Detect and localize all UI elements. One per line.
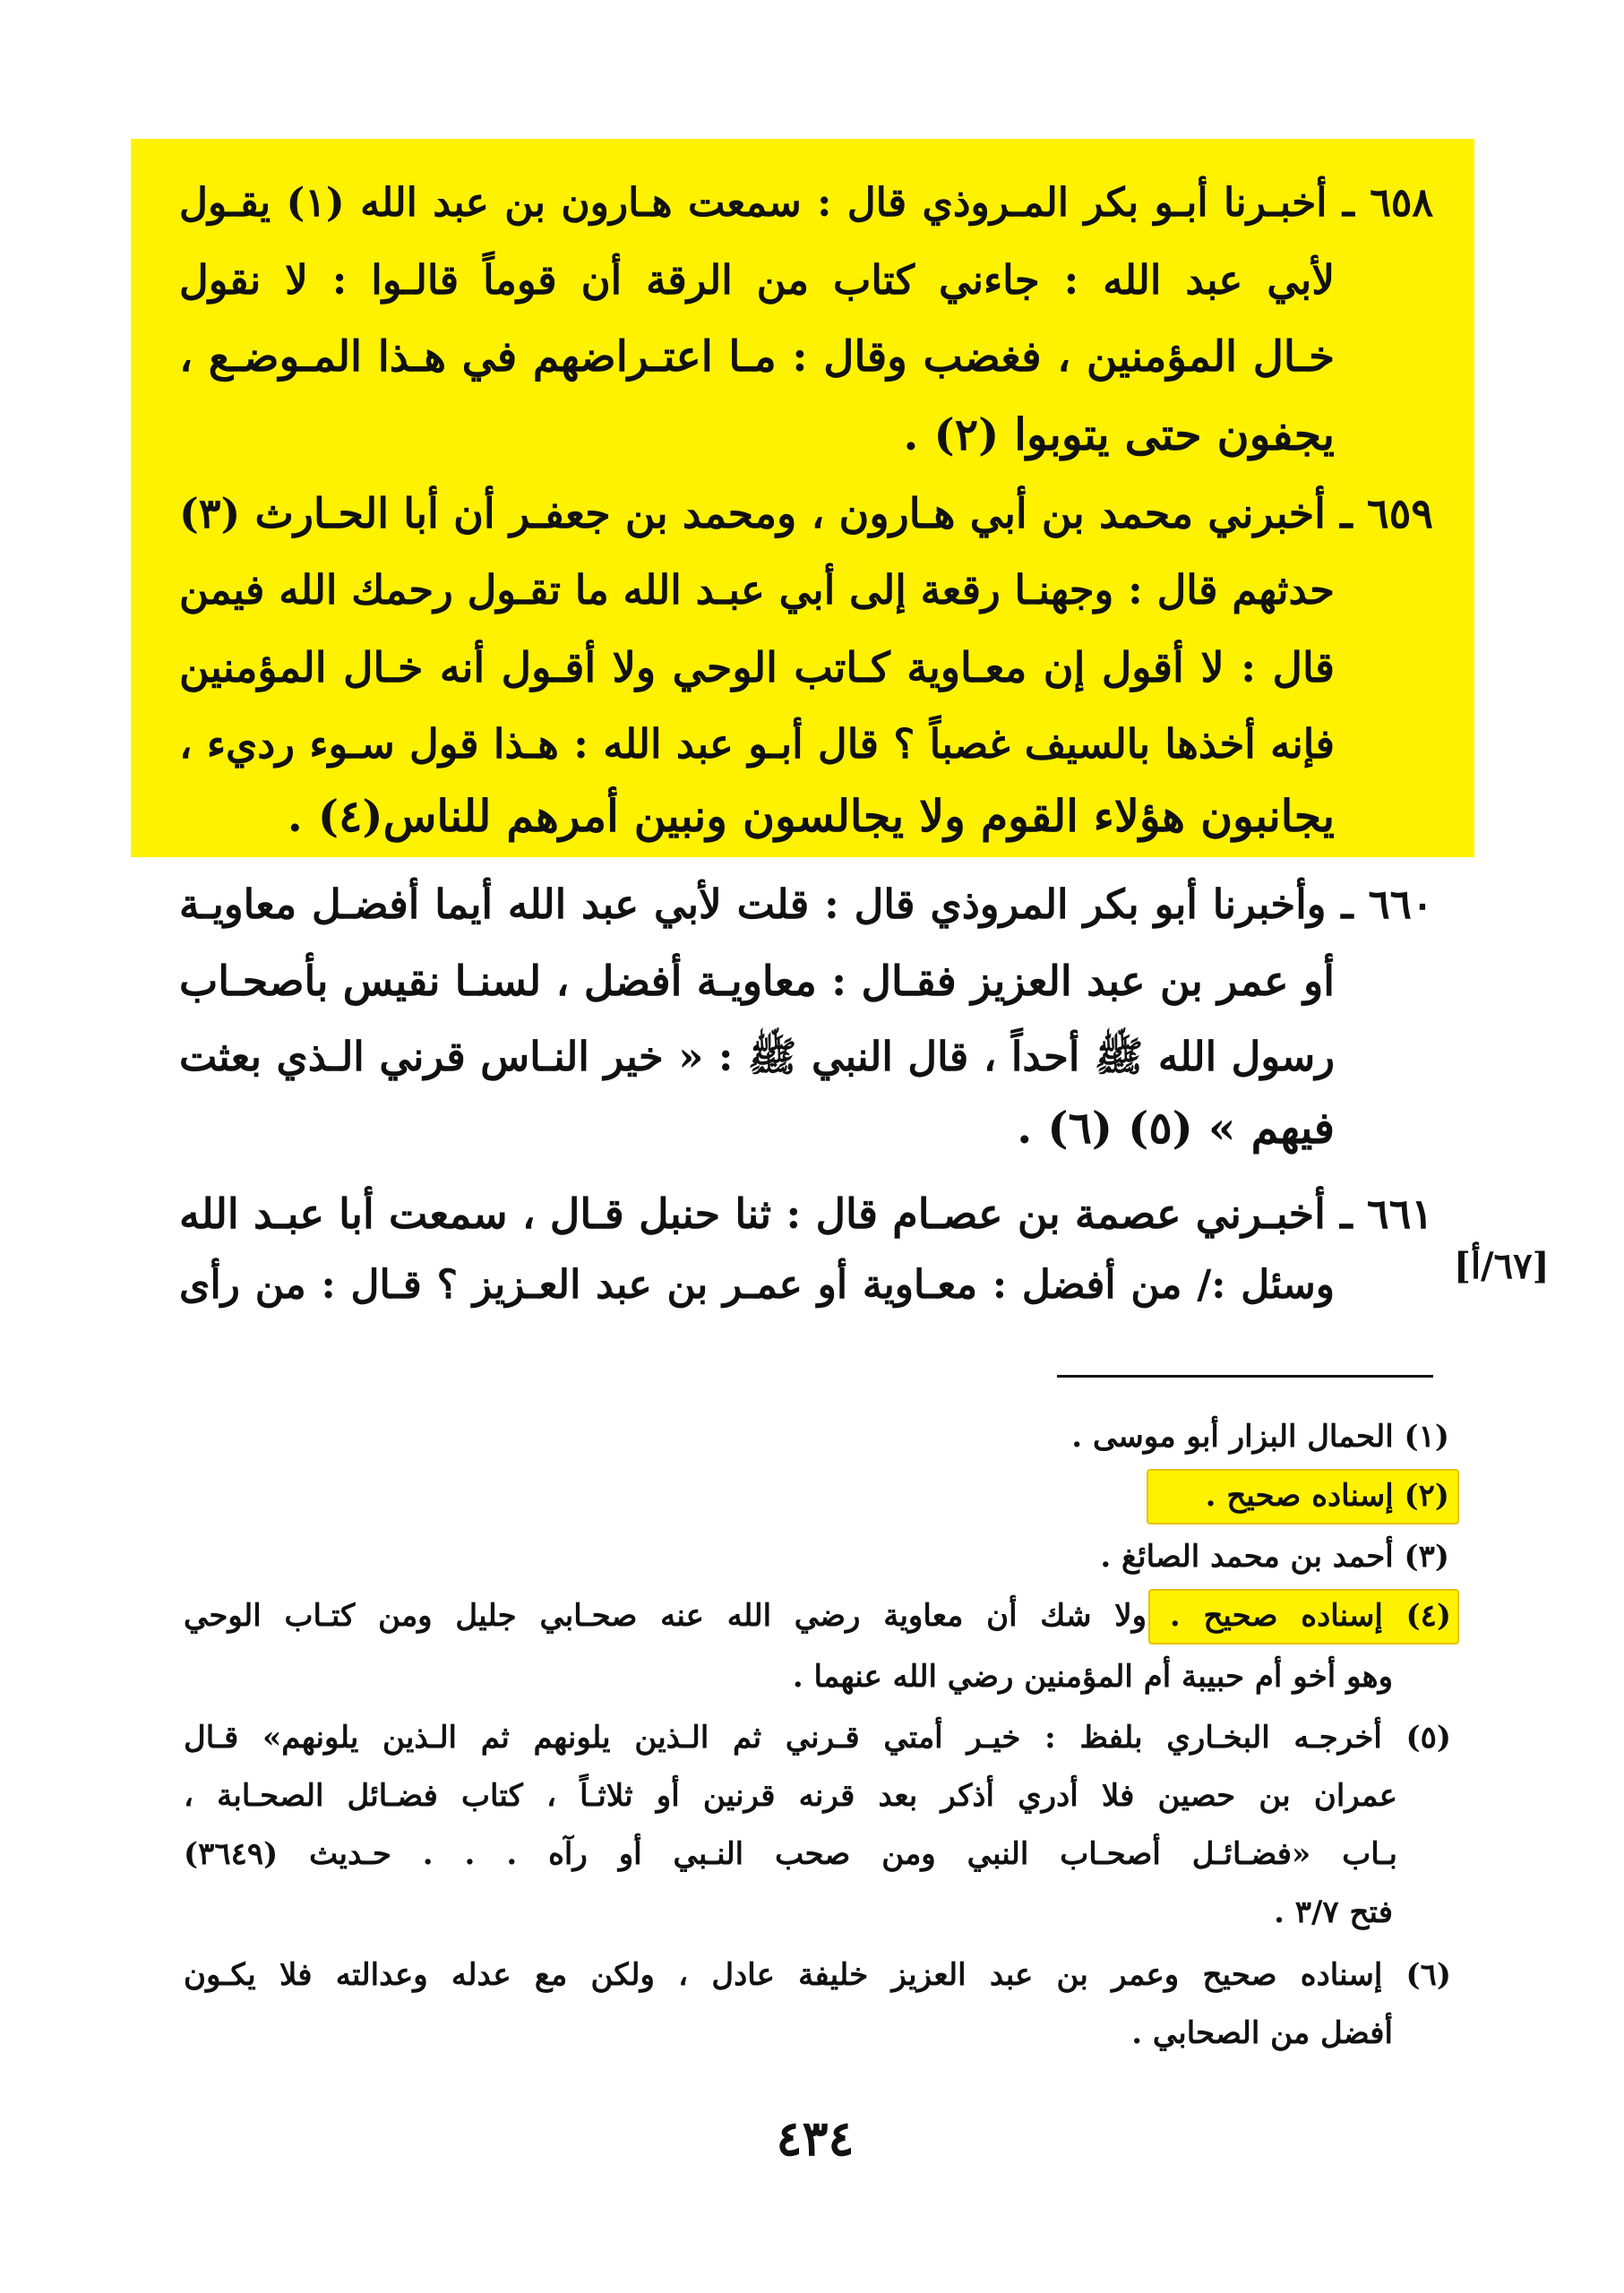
paragraph-658-line: لأبي عبد الله : جاءني كتاب من الرقة أن قوماً قالـوا : لا نقول: [179, 256, 1335, 304]
paragraph-660-line: فيهم » (٥) (٦) .: [1017, 1102, 1335, 1154]
footnote-6-line: (٦) إسناده صحيح وعمر بن عبد العزيز خليفة عادل ، ولكن مع عدله وعدالته فلا يكـون: [184, 1957, 1451, 1993]
footnote-3: (٣) أحمد بن محمد الصائغ .: [1100, 1539, 1449, 1575]
paragraph-660-line: أو عمر بن عبد العزيز فقـال : معاويـة أفضل ، لسنـا نقيس بأصحـاب: [179, 957, 1335, 1005]
paragraph-660-line: ٦٦٠ ـ وأخبرنا أبو بكر المروذي قال : قلت لأبي عبد الله أيما أفضـل معاويـة: [179, 880, 1433, 928]
footnote-5-line: بـاب «فضـائـل أصحـاب النبي ومن صحب النـبي أو رآه . . . حـديث (٣٦٤٩): [184, 1836, 1397, 1872]
footnote-1: (١) الحمال البزار أبو موسى .: [1071, 1419, 1449, 1455]
footnote-5-line: (٥) أخرجـه البخـاري بلفظ : خيـر أمتي قـرني ثم الـذين يلونهم ثم الـذين يلونهم» قـال: [184, 1720, 1451, 1756]
page-number: ٤٣٤: [776, 2109, 855, 2167]
footnote-5-line: عمران بن حصين فلا أدري أذكر بعد قرنه قرنين أو ثلاثـاً ، كتاب فضـائل الصحـابة ،: [184, 1778, 1397, 1814]
paragraph-659-line: فإنه أخذها بالسيف غصباً ؟ قال أبـو عبد الله : هـذا قول سـوء رديء ،: [179, 720, 1335, 768]
footnote-2: (٢) إسناده صحيح .: [1205, 1478, 1449, 1514]
paragraph-660-line: رسول الله ﷺ أحداً ، قال النبي ﷺ : « خير النـاس قرني الـذي بعثت: [179, 1033, 1335, 1080]
paragraph-658-line: يجفون حتى يتوبوا (٢) .: [903, 408, 1335, 460]
paragraph-659-line: حدثهم قال : وجهنـا رقعة إلى أبي عبـد الله ما تقـول رحمك الله فيمن: [179, 566, 1335, 614]
paragraph-659-line: يجانبون هؤلاء القوم ولا يجالسون ونبين أمرهم للناس(٤) .: [287, 790, 1335, 842]
paragraph-658-line: ٦٥٨ ـ أخبـرنا أبـو بكر المـروذي قال : سمعت هـارون بن عبد الله (١) يقـول: [179, 180, 1433, 226]
paragraph-659-line: ٦٥٩ ـ أخبرني محمد بن أبي هـارون ، ومحمد بن جعفـر أن أبا الحـارث (٣): [179, 489, 1433, 537]
footnote-4-line: (٤) إسناده صحيح . ولا شك أن معاوية رضي الله عنه صحـابي جليل ومن كتـاب الوحي: [184, 1598, 1451, 1634]
folio-marker: [٦٧/أ]: [1454, 1245, 1550, 1287]
paragraph-661-line: وسئل :/ من أفضل : معـاوية أو عمـر بن عبد العـزيز ؟ قـال : من رأى: [179, 1262, 1335, 1308]
footnote-4-line: وهو أخو أم حبيبة أم المؤمنين رضي الله عنهما .: [792, 1659, 1393, 1695]
paragraph-658-line: خـال المؤمنين ، فغضب وقال : مـا اعتـراضهم في هـذا المـوضـع ،: [179, 332, 1335, 382]
paragraph-659-line: قال : لا أقول إن معـاوية كـاتب الوحي ولا أقـول أنه خـال المؤمنين: [179, 643, 1335, 691]
footnote-5-line: فتح ٣/٧ .: [1274, 1894, 1393, 1930]
footnote-6-line: أفضل من الصحابي .: [1131, 2015, 1393, 2051]
footnote-divider: [1057, 1375, 1433, 1378]
paragraph-661-line: ٦٦١ ـ أخبـرني عصمة بن عصـام قال : ثنا حنبل قـال ، سمعت أبا عبـد الله: [179, 1189, 1433, 1238]
